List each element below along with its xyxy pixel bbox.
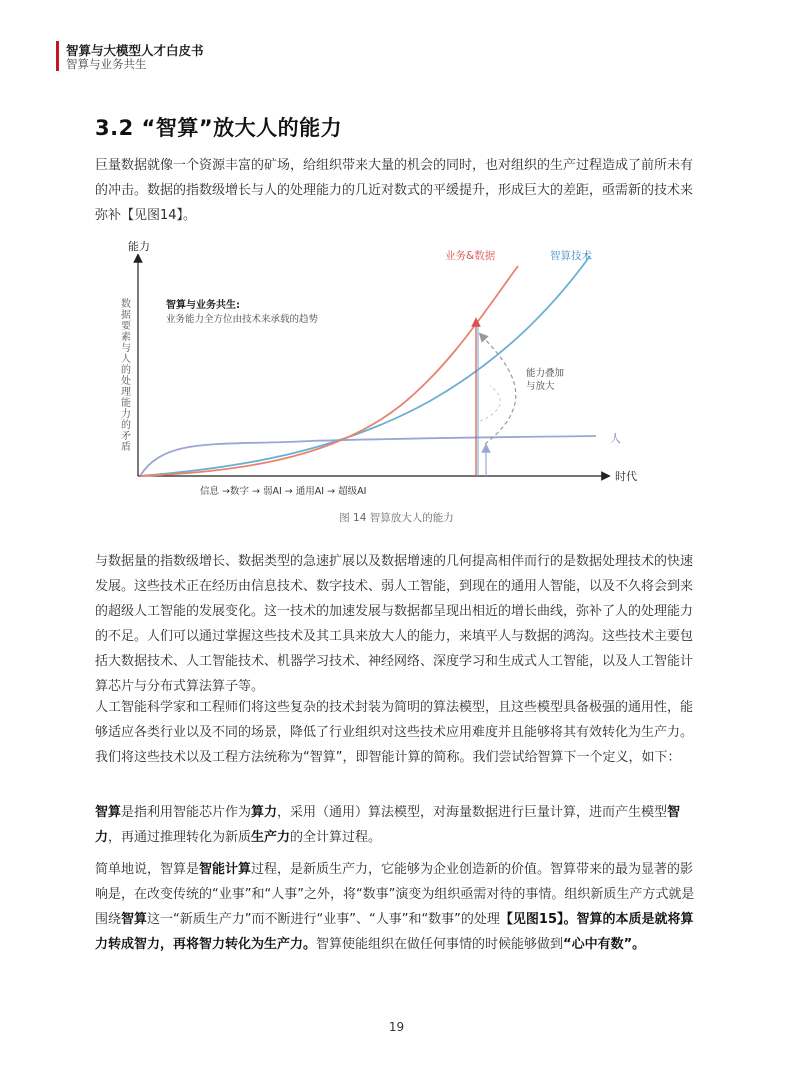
- term-xinzhongyoushu: “心中有数”。: [563, 937, 646, 952]
- timeline-label: 信息 →数字 → 弱AI → 通用AI → 超级AI: [200, 486, 367, 497]
- business-curve: [140, 266, 518, 476]
- term-zhili: 智力: [95, 805, 681, 845]
- box-title: 智算与业务共生:: [166, 300, 240, 311]
- y-axis-desc: 数据要素与人的处理能力的矛盾: [118, 298, 130, 452]
- human-curve: [140, 436, 596, 476]
- paragraph-2: 与数据量的指数级增长、数据类型的急速扩展以及数据增速的几何提高相伴而行的是数据处理技术的快速发展。这些技术正在经历由信息技术、数字技术、弱人工智能，到现在的通用人智能，以及不久将会到来的超级人工智能的发展变化。这一技术的加速发展与数据都呈现出相近的增长曲线，弥补了人的处理能力的不足。人们可以通过掌握这些技术及其工具来放大人的能力，来填平人与数据的鸿沟。这些技术主要包括大数据技术、人工智能技术、机器学习技术、神经网络、深度学习和生成式人工智能，以及人工智能计算芯片与分布式算法算子等。: [95, 554, 694, 694]
- header-accent-bar: [56, 41, 59, 71]
- paragraph-4: 智算是指利用智能芯片作为算力，采用（通用）算法模型，对海量数据进行巨量计算，进而产生模型智力，再通过推理转化为新质生产力的全计算过程。: [95, 805, 681, 845]
- paragraph-3: 人工智能科学家和工程师们将这些复杂的技术封装为简明的算法模型，且这些模型具备极强的通用性，能够适应各类行业以及不同的场景，降低了行业组织对这些技术应用难度并且能够将其有效转化为生产力。我们将这些技术以及工程方法统称为“智算”，即智能计算的简称。我们尝试给智算下一个定义，如下：: [95, 700, 694, 765]
- annotation-line-2: 与放大: [526, 381, 555, 392]
- amplify-arc-dashed: [482, 336, 516, 444]
- y-axis-label: 能力: [128, 240, 150, 253]
- box-desc: 业务能力全方位由技术来承载的趋势: [166, 314, 319, 325]
- header-title: 智算与大模型人才白皮书: [66, 43, 204, 58]
- annotation-line-1: 能力叠加: [526, 368, 565, 379]
- tech-curve: [140, 256, 590, 476]
- page-number: 19: [388, 1020, 405, 1034]
- figure-caption: 图 14 智算放大人的能力: [339, 512, 454, 524]
- amplify-arc-dashed-light: [480, 386, 500, 421]
- paragraph-1: 巨量数据就像一个资源丰富的矿场，给组织带来大量的机会的同时，也对组织的生产过程造成了前所未有的冲击。数据的指数级增长与人的处理能力的几近对数式的平缓提升，形成巨大的差距，亟需新的技术来弥补【见图14】。: [95, 158, 694, 223]
- section-title: 3.2 “智算”放大人的能力: [95, 116, 343, 140]
- figure-14: [110, 236, 650, 501]
- term-suanli: 算力: [251, 805, 278, 820]
- series-tech-label: 智算技术: [550, 250, 592, 262]
- term-zhineng-jisuan: 智能计算: [199, 862, 252, 877]
- header-subtitle: 智算与业务共生: [66, 57, 147, 71]
- x-axis-label: 时代: [615, 470, 637, 483]
- series-human-label: 人: [610, 432, 621, 445]
- term-zhisuan: 智算: [95, 805, 122, 820]
- essence-statement: 【见图15】。智算的本质是就将算力转成智力，再将智力转化为生产力。: [95, 912, 694, 952]
- series-business-label: 业务&数据: [445, 250, 496, 262]
- term-zhisuan-2: 智算: [121, 912, 148, 927]
- term-shengchanli: 生产力: [251, 830, 291, 845]
- paragraph-5: 简单地说，智算是智能计算过程，是新质生产力，它能够为企业创造新的价值。智算带来的最为显著的影响是，在改变传统的“业事”和“人事”之外，将“数事”演变为组织亟需对待的事情。组织新质生产方式就是围绕智算这一“新质生产力”而不断进行“业事”、“人事”和“数事”的处理【见图15】。智算的本质是就将算力转成智力，再将智力转化为生产力。智算使能组织在做任何事情的时候能够做到“心中有数”。: [95, 862, 695, 952]
